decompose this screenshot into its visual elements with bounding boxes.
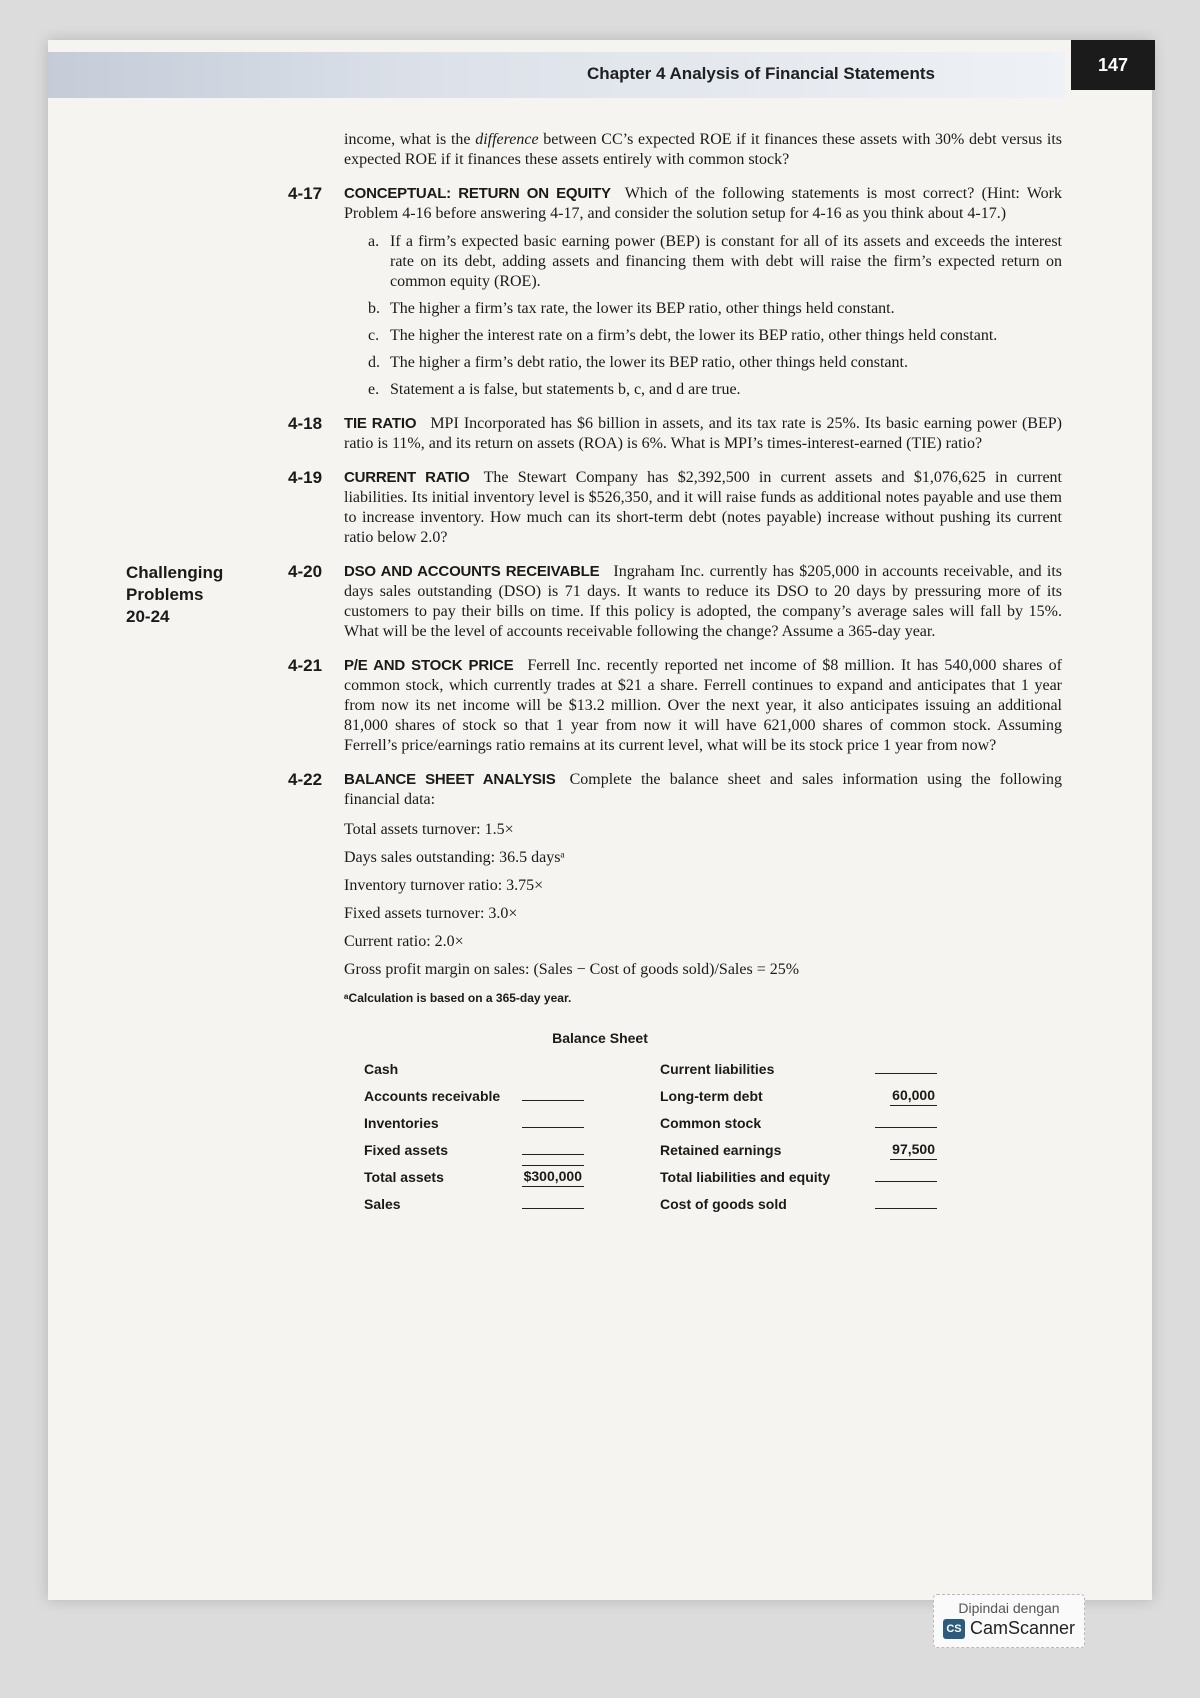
bs-right-value <box>875 1079 937 1106</box>
bs-left-value <box>514 1052 584 1079</box>
problem-text: Complete the balance sheet and sales information using the following financial data: <box>344 771 1062 808</box>
blank-line <box>522 1111 584 1128</box>
problem-title: CURRENT RATIO <box>344 469 470 486</box>
option-letter: d. <box>368 354 380 371</box>
continuation-text-start: income, what is the <box>344 131 476 148</box>
chapter-title: Chapter 4 Analysis of Financial Statements <box>587 64 935 83</box>
bs-right-label: Common stock <box>660 1115 762 1131</box>
watermark-caption: Dipindai dengan <box>958 1600 1060 1616</box>
filled-value: $300,000 <box>522 1165 584 1187</box>
data-item: Current ratio: 2.0× <box>344 933 464 950</box>
balance-sheet-title: Balance Sheet <box>552 1030 648 1046</box>
running-header-band <box>48 52 1065 98</box>
continuation-text-end: between CC’s expected ROE if it finances these assets with 30% debt versus its expected ROE if it finances these assets entirely with common stock? <box>344 131 1062 168</box>
table-row <box>364 1106 937 1133</box>
problem-number: 4-20 <box>288 562 323 581</box>
bs-left-value <box>514 1160 584 1187</box>
blank-line <box>522 1084 584 1101</box>
challenging-problems-label <box>126 562 246 628</box>
option-letter: c. <box>368 327 380 344</box>
bs-left-value <box>514 1079 584 1106</box>
option-text: The higher a firm’s debt ratio, the lower its BEP ratio, other things held constant. <box>390 354 908 371</box>
option-item <box>368 326 1062 346</box>
problem-4-19 <box>48 468 1152 548</box>
bs-left-label: Accounts receivable <box>364 1088 501 1104</box>
option-item <box>368 299 1062 319</box>
answer-options <box>344 232 1062 400</box>
data-item: Fixed assets turnover: 3.0× <box>344 905 518 922</box>
option-text: The higher a firm’s tax rate, the lower its BEP ratio, other things held constant. <box>390 300 895 317</box>
table-row <box>364 1187 937 1214</box>
problem-number: 4-18 <box>288 414 323 433</box>
problem-text: The Stewart Company has $2,392,500 in current assets and $1,076,625 in current liabilities. Its initial inventory level is $526,350, and it will raise funds as additional notes payable and use them to increase inventory. How much can its short-term debt (notes payable) increase without pushing its current ratio below 2.0? <box>344 469 1062 546</box>
problem-title: BALANCE SHEET ANALYSIS <box>344 771 556 788</box>
filled-value: 97,500 <box>890 1139 937 1160</box>
problem-title: CONCEPTUAL: RETURN ON EQUITY <box>344 185 611 202</box>
data-item: Total assets turnover: 1.5× <box>344 821 514 838</box>
table-row <box>364 1052 937 1079</box>
camscanner-logo-icon: CS <box>943 1619 965 1639</box>
bs-right-label: Retained earnings <box>660 1142 782 1158</box>
blank-line <box>875 1165 937 1182</box>
bs-right-label: Current liabilities <box>660 1061 775 1077</box>
data-item: Days sales outstanding: 36.5 daysᵃ <box>344 849 565 866</box>
option-text: The higher the interest rate on a firm’s debt, the lower its BEP ratio, other things held constant. <box>390 327 998 344</box>
footnote: ᵃCalculation is based on a 365-day year. <box>344 991 572 1005</box>
filled-value: 60,000 <box>890 1085 937 1106</box>
financial-data-list <box>344 820 1062 980</box>
bs-left-label: Sales <box>364 1196 401 1212</box>
option-letter: a. <box>368 233 380 250</box>
side-label-line: Problems <box>126 585 204 604</box>
bs-right-value <box>875 1133 937 1160</box>
problem-4-21 <box>48 656 1152 756</box>
table-row <box>364 1079 937 1106</box>
bs-left-value <box>514 1187 584 1214</box>
option-text: Statement a is false, but statements b, c, and d are true. <box>390 381 741 398</box>
problem-number: 4-19 <box>288 468 323 487</box>
bs-left-value <box>514 1106 584 1133</box>
side-label-line: 20-24 <box>126 607 170 626</box>
option-text: If a firm’s expected basic earning power (BEP) is constant for all of its assets and exceeds the interest rate on its debt, adding assets and financing them with debt will raise the firm’s expected return on common equity (ROE). <box>390 233 1062 290</box>
problem-4-20 <box>48 562 1152 642</box>
blank-line <box>522 1138 584 1155</box>
page-number: 147 <box>1071 40 1155 90</box>
problem-4-17 <box>48 184 1152 400</box>
side-label-line: Challenging <box>126 563 224 582</box>
problem-4-18 <box>48 414 1152 454</box>
problem-title: TIE RATIO <box>344 415 417 432</box>
problem-text: Ingraham Inc. currently has $205,000 in accounts receivable, and its days sales outstanding (DSO) is 71 days. It wants to reduce its DSO to 20 days by pressuring more of its customers to pay their bills on time. If this policy is adopted, the company’s average sales will fall by 15%. What will be the level of accounts receivable following the change? Assume a 365-day year. <box>344 563 1062 640</box>
problem-number: 4-21 <box>288 656 323 675</box>
data-item: Gross profit margin on sales: (Sales − Cost of goods sold)/Sales = 25% <box>344 961 800 978</box>
table-row <box>364 1160 937 1187</box>
watermark-brand-text: CamScanner <box>969 1618 1076 1638</box>
bs-right-label: Long-term debt <box>660 1088 763 1104</box>
bs-left-label: Inventories <box>364 1115 439 1131</box>
bs-right-label: Total liabilities and equity <box>660 1169 831 1185</box>
bs-right-value <box>875 1160 937 1187</box>
problem-text: Ferrell Inc. recently reported net income of $8 million. It has 540,000 shares of common stock, which currently trades at $21 a share. Ferrell continues to expand and anticipates that 1 year from now its net income will be $13.2 million. Over the next year, it also anticipates issuing an additional 81,000 shares of stock so that 1 year from now it will have 621,000 shares of common stock. Assuming Ferrell’s price/earnings ratio remains at its current level, what will be its stock price 1 year from now? <box>344 657 1063 754</box>
bs-right-value <box>875 1052 937 1079</box>
blank-line <box>875 1057 937 1074</box>
problem-number: 4-17 <box>288 184 323 203</box>
blank-line <box>522 1192 584 1209</box>
bs-left-label: Total assets <box>364 1169 444 1185</box>
bs-right-value <box>875 1187 937 1214</box>
option-item <box>368 380 1062 400</box>
problem-text: Which of the following statements is most correct? (Hint: Work Problem 4-16 before answering 4-17, and consider the solution setup for 4-16 as you think about 4-17.) <box>344 185 1062 222</box>
continuation-emphasis: difference <box>475 131 539 148</box>
watermark-brand <box>934 1618 1084 1639</box>
option-letter: b. <box>368 300 380 317</box>
problem-text: MPI Incorporated has $6 billion in assets, and its tax rate is 25%. Its basic earning power (BEP) ratio is 11%, and its return on assets (ROA) is 6%. What is MPI’s times-interest-earned (TIE) ratio? <box>344 415 1062 452</box>
continuation-paragraph <box>344 130 1062 170</box>
bs-right-label: Cost of goods sold <box>660 1196 787 1212</box>
problem-title: DSO AND ACCOUNTS RECEIVABLE <box>344 563 600 580</box>
balance-sheet-table <box>364 1052 937 1214</box>
document-page <box>48 40 1152 1600</box>
option-letter: e. <box>368 381 380 398</box>
data-item: Inventory turnover ratio: 3.75× <box>344 877 544 894</box>
bs-right-value <box>875 1106 937 1133</box>
option-item <box>368 353 1062 373</box>
option-item <box>368 232 1062 292</box>
problem-title: P/E AND STOCK PRICE <box>344 657 514 674</box>
blank-line <box>875 1192 937 1209</box>
blank-line <box>875 1111 937 1128</box>
camscanner-watermark <box>933 1594 1085 1648</box>
bs-left-label: Fixed assets <box>364 1142 449 1158</box>
problem-number: 4-22 <box>288 770 323 789</box>
bs-left-label: Cash <box>364 1061 399 1077</box>
page-content <box>48 130 1152 1214</box>
table-row <box>364 1133 937 1160</box>
bs-left-value <box>514 1133 584 1160</box>
problem-4-22 <box>48 770 1152 1008</box>
